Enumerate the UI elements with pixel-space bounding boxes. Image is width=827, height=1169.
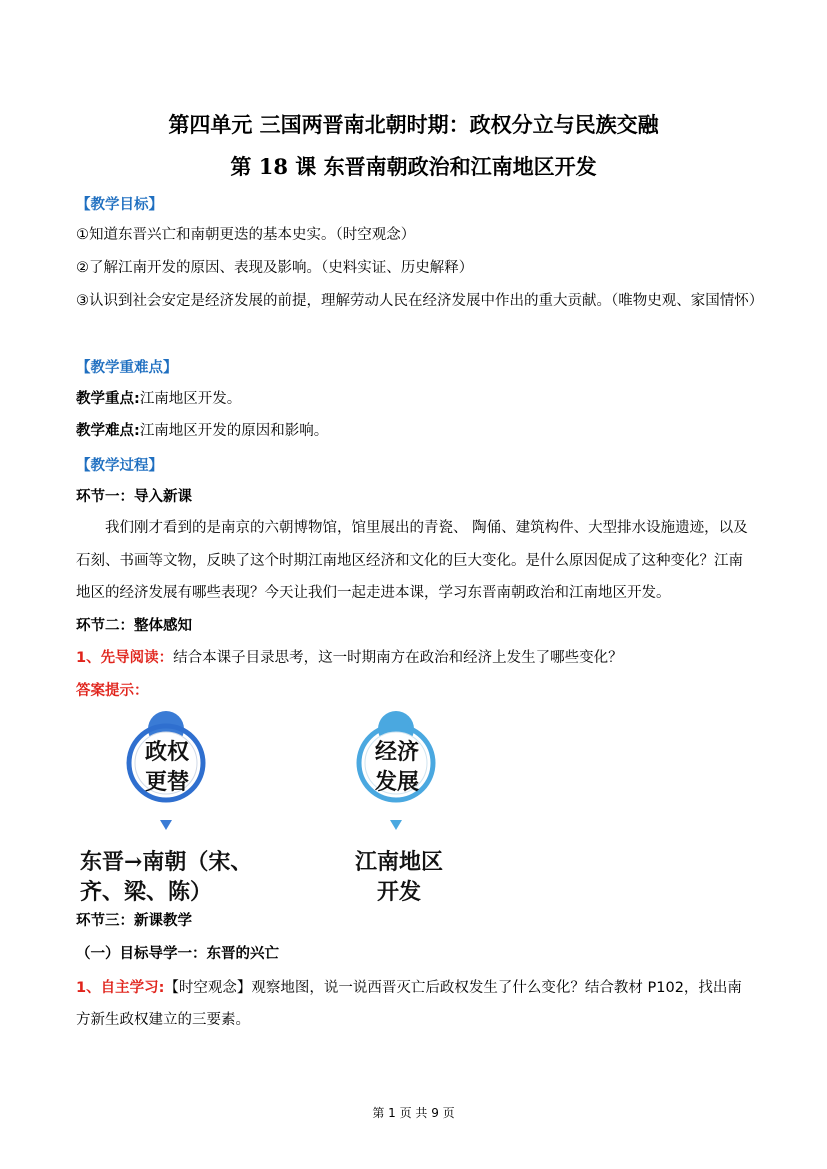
politics-circle-line2: 更替 — [144, 769, 189, 795]
focus-label: 教学重点: — [76, 391, 140, 407]
self-study-label: 1、自主学习: — [76, 980, 165, 996]
sub-goal-1-heading: （一）目标导学一：东晋的兴亡 — [76, 946, 279, 962]
answer-hint: 答案提示： — [76, 683, 149, 699]
unit-title: 第四单元 三国两晋南北朝时期：政权分立与民族交融 — [168, 112, 659, 137]
difficulty-text: 江南地区开发的原因和影响。 — [139, 423, 329, 439]
step3-heading: 环节三：新课教学 — [76, 913, 192, 929]
goal-item-1: ①知道东晋兴亡和南朝更迭的基本史实。（时空观念） — [76, 227, 416, 243]
politics-circle-label — [139, 737, 195, 797]
economy-arrow-icon — [390, 820, 404, 832]
politics-caption — [80, 847, 252, 907]
politics-caption-line1: 东晋→南朝（宋、 — [80, 849, 253, 875]
economy-circle-label — [369, 737, 425, 797]
pre-read-line — [76, 648, 623, 668]
economy-caption-line1: 江南地区 — [354, 849, 443, 875]
politics-arrow-icon — [160, 820, 174, 832]
economy-caption — [353, 847, 445, 907]
difficulty-label: 教学难点: — [76, 423, 140, 439]
difficulty-line — [76, 421, 328, 441]
page-number: 第 1 页 共 9 页 — [372, 1106, 455, 1120]
intro-paragraph: 我们刚才看到的是南京的六朝博物馆，馆里展出的青瓷、 陶俑、建筑构件、大型排水设施遗迹，以及石刻、书画等文物，反映了这个时期江南地区经济和文化的巨大变化。是什么原因促成了这种变化？江南地区的经济发展有哪些表现？今天让我们一起走进本课，学习东晋南朝政治和江南地区开发。 — [76, 520, 748, 601]
pre-read-text: 结合本课子目录思考，这一时期南方在政治和经济上发生了哪些变化？ — [173, 650, 623, 666]
economy-circle-line1: 经济 — [374, 739, 419, 765]
economy-caption-line2: 开发 — [376, 879, 421, 905]
step1-heading: 环节一：导入新课 — [76, 489, 192, 505]
self-study-paragraph — [76, 972, 756, 1036]
goal-item-3: ③认识到社会安定是经济发展的前提，理解劳动人民在经济发展中作出的重大贡献。（唯物史观、家国情怀） — [76, 293, 764, 309]
politics-caption-line2: 齐、梁、陈） — [80, 879, 213, 905]
step2-heading: 环节二：整体感知 — [76, 618, 192, 634]
economy-circle-line2: 发展 — [374, 769, 419, 795]
self-study-text: 【时空观念】观察地图，说一说西晋灭亡后政权发生了什么变化？结合教材 P102，找出南方新生政权建立的三要素。 — [76, 980, 742, 1028]
focus-line — [76, 389, 241, 409]
pre-read-label: 1、先导阅读： — [76, 650, 174, 666]
focus-text: 江南地区开发。 — [139, 391, 242, 407]
goal-item-2: ②了解江南开发的原因、表现及影响。（史料实证、历史解释） — [76, 260, 474, 276]
politics-circle-line1: 政权 — [144, 739, 189, 765]
goals-heading: 【教学目标】 — [76, 197, 163, 213]
process-heading: 【教学过程】 — [76, 458, 163, 474]
lesson-title: 第 18 课 东晋南朝政治和江南地区开发 — [230, 154, 597, 179]
key-points-heading: 【教学重难点】 — [76, 360, 178, 376]
